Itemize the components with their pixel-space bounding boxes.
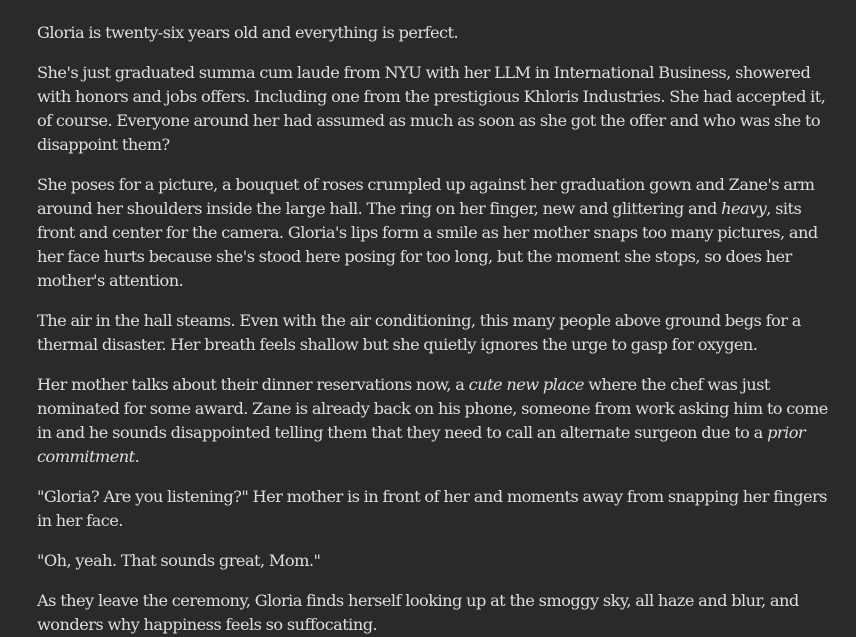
- emphasis-text: cute new place: [468, 375, 584, 394]
- paragraph-text: As they leave the ceremony, Gloria finds herself looking up at the smoggy sky, all haze and blur, and wonders why happiness feels so suffocating.: [37, 591, 799, 634]
- story-paragraph: [37, 61, 838, 157]
- paragraph-text: .: [134, 447, 140, 466]
- story-paragraph: [37, 173, 838, 293]
- story-paragraph: [37, 21, 838, 45]
- paragraph-text: Her mother talks about their dinner reservations now, a: [37, 375, 469, 394]
- paragraph-text: She's just graduated summa cum laude from NYU with her LLM in International Business, showered with honors and jobs offers. Including one from the prestigious Khloris Industries. She had accepted it, of course. Everyone around her had assumed as much as soon as she got the offer and who was she to disappoint them?: [37, 63, 826, 154]
- paragraph-text: "Oh, yeah. That sounds great, Mom.": [37, 551, 321, 570]
- story-paragraph: [37, 373, 838, 469]
- paragraph-text: She poses for a picture, a bouquet of roses crumpled up against her graduation gown and Zane's arm around her shoulders inside the large hall. The ring on her finger, new and glittering and: [37, 175, 815, 218]
- story-paragraph: [37, 549, 838, 573]
- paragraph-text: "Gloria? Are you listening?" Her mother is in front of her and moments away from snapping her fingers in her face.: [37, 487, 827, 530]
- emphasis-text: prior commitment: [37, 423, 806, 466]
- paragraph-text: Gloria is twenty-six years old and everything is perfect.: [37, 23, 459, 42]
- story-paragraph: [37, 485, 838, 533]
- paragraph-text: , sits front and center for the camera. Gloria's lips form a smile as her mother snaps too many pictures, and her face hurts because she's stood here posing for too long, but the moment she stops, so does her mother's attention.: [37, 199, 818, 290]
- paragraph-text: where the chef was just nominated for some award. Zane is already back on his phone, someone from work asking him to come in and he sounds disappointed telling them that they need to call an alternate surgeon due to a: [37, 375, 828, 442]
- story-paragraph: [37, 309, 838, 357]
- emphasis-text: heavy: [721, 199, 767, 218]
- paragraph-text: The air in the hall steams. Even with the air conditioning, this many people above ground begs for a thermal disaster. Her breath feels shallow but she quietly ignores the urge to gasp for oxygen.: [37, 311, 801, 354]
- story-paragraph: [37, 589, 838, 637]
